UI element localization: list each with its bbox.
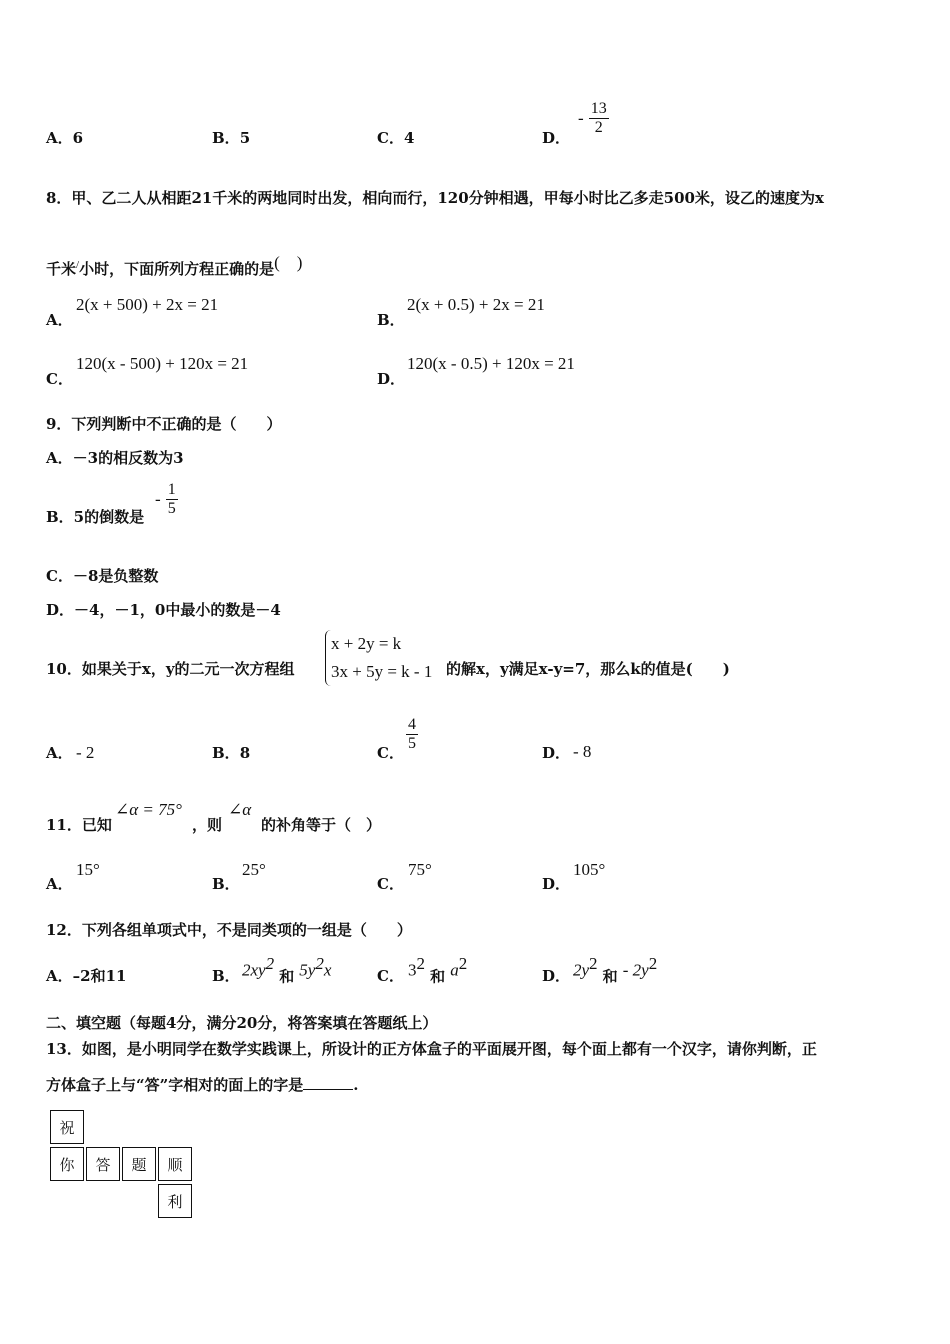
q7-option-d-label: D． (542, 129, 571, 147)
q9-option-c: C．－8是负整数 (46, 567, 159, 585)
q7-option-b: B．5 (212, 129, 251, 147)
net-cell-ti: 题 (122, 1147, 156, 1181)
q10-option-c-label: C． (377, 744, 404, 762)
q12-option-a: A．–2和11 (46, 967, 127, 985)
q11-option-b-label: B． (212, 875, 240, 893)
q11-option-c-label: C． (377, 875, 404, 893)
q11-option-d-label: D． (542, 875, 571, 893)
cube-net-figure (50, 1110, 200, 1225)
q10-option-a-label: A． (46, 744, 73, 762)
net-cell-da: 答 (86, 1147, 120, 1181)
q12-option-c-label: C． (377, 967, 404, 985)
q10-equation-system (325, 630, 432, 686)
q7-option-c: C．4 (377, 129, 415, 147)
net-cell-shun: 顺 (158, 1147, 192, 1181)
q8-stem-line2: 千米/小时，下面所列方程正确的是( ) (46, 253, 303, 278)
q11-given-angle: ∠α = 75° (115, 800, 182, 819)
q11-stem-c: 的补角等于（ ） (261, 816, 382, 834)
q7-option-d-fraction: - $\frac{13}{2}$ (578, 100, 607, 137)
q10-option-c-fraction: $\frac{4}{5}$ (408, 716, 416, 753)
q8-option-a-label: A． (46, 311, 73, 329)
q12-option-c-terms: $3^2$ 和 $a^2$ (408, 954, 468, 986)
q11-option-c-value: 75° (408, 860, 432, 879)
q8-option-c-label: C． (46, 370, 73, 388)
q9-option-d: D．－4，－1，0中最小的数是－4 (46, 601, 281, 619)
q10-stem-b: 的解x，y满足x-y=7，那么k的值是( ) (446, 660, 730, 678)
q10-option-d-value: - 8 (573, 742, 592, 761)
q13-stem-line1: 13．如图，是小明同学在数学实践课上，所设计的正方体盒子的平面展开图，每个面上都有一个汉字，请你判断，正 (46, 1040, 817, 1058)
q10-eq2: 3x + 5y = k - 1 (331, 662, 433, 681)
q11-option-d-value: 105° (573, 860, 606, 879)
q10-eq1: x + 2y = k (331, 634, 402, 653)
q7-option-a: A．6 (46, 129, 84, 147)
q8-option-a-equation: 2(x + 500) + 2x = 21 (76, 295, 219, 314)
net-cell-ni: 你 (50, 1147, 84, 1181)
q12-option-d-terms: $2y^2$ 和 - $2y^2$ (573, 954, 658, 986)
q8-stem-line1: 8．甲、乙二人从相距21千米的两地同时出发，相向而行，120分钟相遇，甲每小时比乙多走500米，设乙的速度为x (46, 189, 824, 207)
net-cell-zhu: 祝 (50, 1110, 84, 1144)
q12-option-b-label: B． (212, 967, 240, 985)
q8-option-d-equation: 120(x - 0.5) + 120x = 21 (407, 354, 575, 373)
q11-angle: ∠α (228, 800, 252, 819)
q12-option-b-terms: $2xy^2$ 和 $5y^2x$ (242, 954, 332, 986)
q10-option-b: B．8 (212, 744, 251, 762)
q8-option-c-equation: 120(x - 500) + 120x = 21 (76, 354, 249, 373)
q10-option-d-label: D． (542, 744, 571, 762)
q9-option-b-text: B．5的倒数是 (46, 508, 145, 526)
q9-stem: 9．下列判断中不正确的是（ ） (46, 415, 282, 433)
q9-option-a: A．－3的相反数为3 (46, 449, 184, 467)
answer-blank[interactable] (303, 1075, 353, 1090)
q13-stem-line2: 方体盒子上与“答”字相对的面上的字是 . (46, 1076, 359, 1094)
section2-heading: 二、填空题（每题4分，满分20分，将答案填在答题纸上） (46, 1014, 438, 1032)
q12-stem: 12．下列各组单项式中，不是同类项的一组是（ ） (46, 921, 412, 939)
q8-option-b-equation: 2(x + 0.5) + 2x = 21 (407, 295, 545, 314)
q10-stem-a: 10．如果关于x，y的二元一次方程组 (46, 660, 295, 678)
net-cell-li: 利 (158, 1184, 192, 1218)
q10-option-a-value: - 2 (76, 743, 95, 762)
q8-option-d-label: D． (377, 370, 406, 388)
q11-option-a-value: 15° (76, 860, 100, 879)
q9-option-b-fraction: - $\frac{1}{5}$ (155, 481, 176, 518)
q11-stem-a: 11．已知 (46, 816, 112, 834)
q11-stem-b: ，则 (192, 816, 223, 834)
q11-option-b-value: 25° (242, 860, 266, 879)
q11-option-a-label: A． (46, 875, 73, 893)
q8-option-b-label: B． (377, 311, 405, 329)
q12-option-d-label: D． (542, 967, 571, 985)
